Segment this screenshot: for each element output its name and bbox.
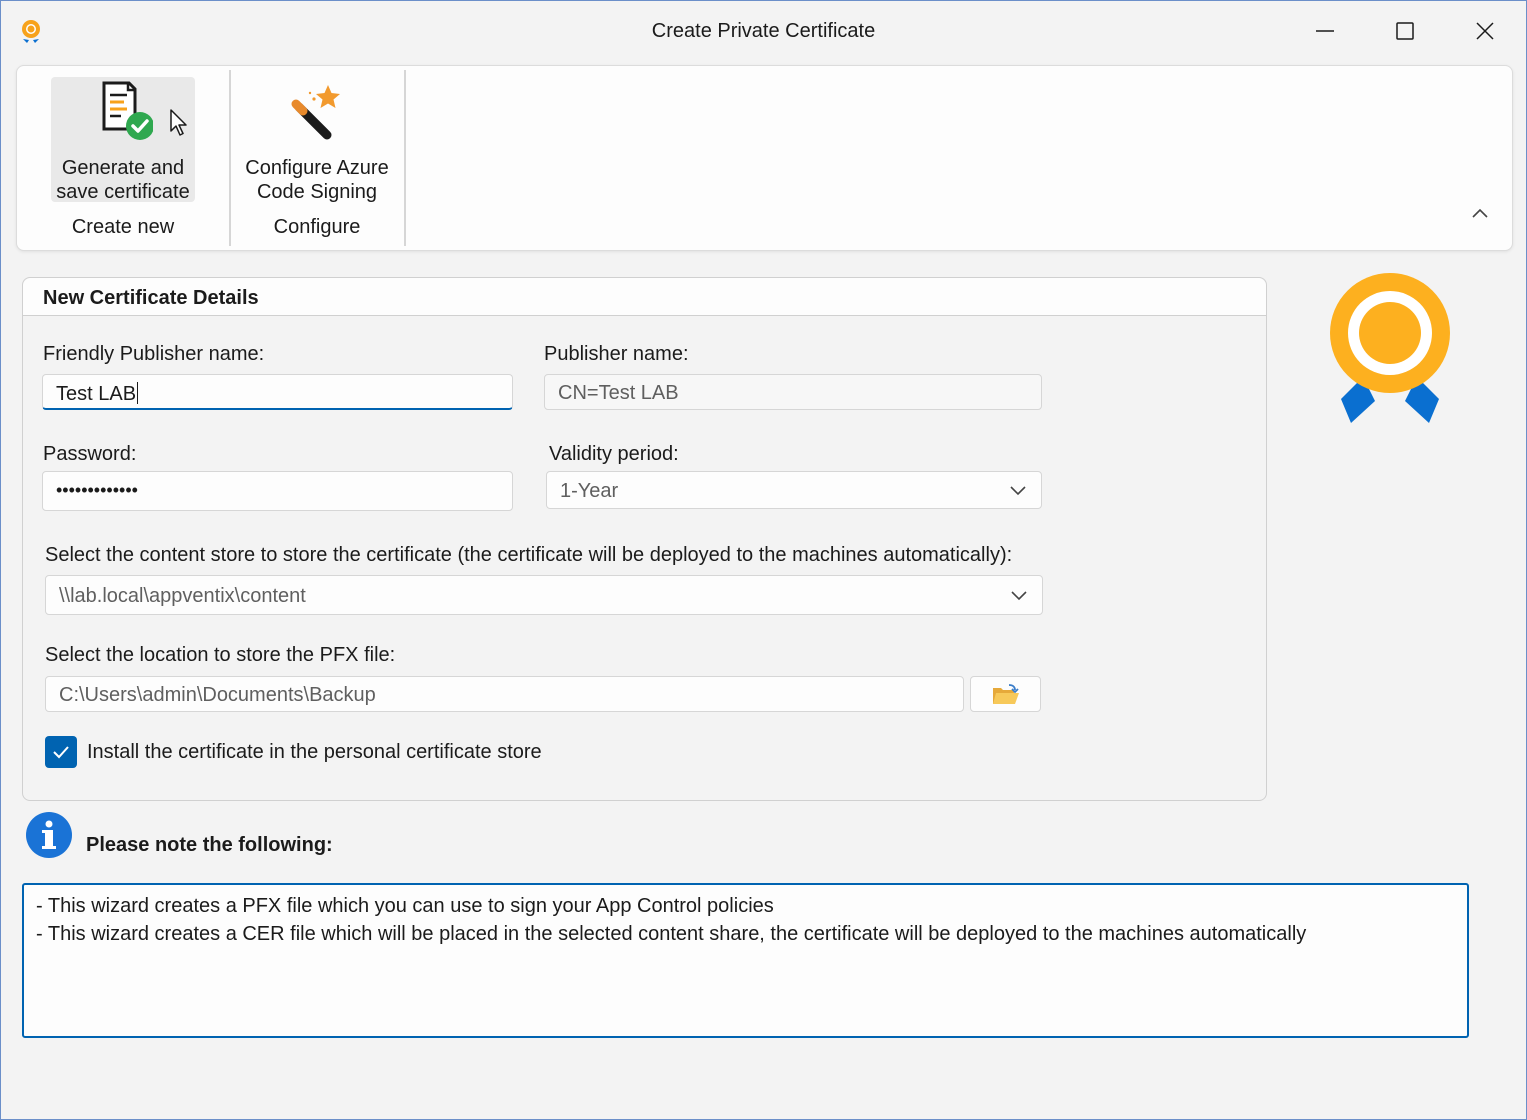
configure-azure-code-signing-button[interactable] <box>239 77 395 202</box>
chevron-down-icon <box>1009 481 1027 499</box>
chevron-up-icon[interactable] <box>1468 202 1492 226</box>
validity-period-dropdown[interactable] <box>546 471 1042 509</box>
group-title: New Certificate Details <box>43 287 259 309</box>
generate-save-certificate-button[interactable] <box>51 77 195 202</box>
notes-textbox[interactable] <box>22 883 1469 1038</box>
pfx-location-value: C:\Users\admin\Documents\Backup <box>59 684 376 706</box>
note-line: - This wizard creates a PFX file which you can use to sign your App Control policies <box>36 895 774 917</box>
pfx-location-input[interactable] <box>45 676 964 712</box>
publisher-name-label: Publisher name: <box>544 343 689 365</box>
ribbon-separator <box>229 70 231 246</box>
certificate-check-icon <box>93 81 153 141</box>
content-store-label: Select the content store to store the certificate (the certificate will be deployed to the machines automatically): <box>45 544 1013 566</box>
close-button[interactable] <box>1455 11 1515 51</box>
new-certificate-details-group <box>22 277 1267 801</box>
content-store-dropdown[interactable] <box>45 575 1043 615</box>
mouse-cursor-icon <box>169 108 191 138</box>
open-folder-icon <box>992 684 1020 706</box>
group-header <box>23 278 1266 316</box>
generate-save-certificate-label: Generate and save certificate <box>56 157 190 203</box>
group-label-configure: Configure <box>273 216 361 238</box>
ribbon <box>16 65 1513 251</box>
browse-folder-button[interactable] <box>970 676 1041 712</box>
password-label: Password: <box>43 443 137 465</box>
minimize-button[interactable] <box>1295 11 1355 51</box>
window-title: Create Private Certificate <box>651 20 876 42</box>
minimize-icon <box>1315 21 1335 41</box>
group-label-create-new: Create new <box>71 216 175 238</box>
note-line: - This wizard creates a CER file which will be placed in the selected content share, the certificate will be deployed to the machines automatically <box>36 923 1307 945</box>
publisher-name-input[interactable] <box>544 374 1042 410</box>
checkmark-icon <box>52 743 70 761</box>
close-icon <box>1475 21 1495 41</box>
pfx-location-label: Select the location to store the PFX file: <box>45 644 396 666</box>
info-title: Please note the following: <box>86 834 333 856</box>
chevron-down-icon <box>1010 586 1028 604</box>
maximize-icon <box>1395 21 1415 41</box>
password-input[interactable] <box>42 471 513 511</box>
ribbon-separator <box>404 70 406 246</box>
friendly-publisher-input[interactable] <box>42 374 513 410</box>
friendly-publisher-value: Test LAB <box>56 383 137 405</box>
certificate-badge-icon <box>1327 271 1453 425</box>
publisher-name-value: CN=Test LAB <box>558 382 679 404</box>
maximize-button[interactable] <box>1375 11 1435 51</box>
install-certificate-checkbox[interactable] <box>45 736 77 768</box>
validity-period-value: 1-Year <box>560 480 619 502</box>
magic-wand-star-icon <box>287 81 347 141</box>
text-caret <box>137 382 138 404</box>
validity-period-label: Validity period: <box>549 443 679 465</box>
content-store-value: \\lab.local\appventix\content <box>59 585 306 607</box>
install-certificate-label: Install the certificate in the personal certificate store <box>87 741 542 763</box>
friendly-publisher-label: Friendly Publisher name: <box>43 343 265 365</box>
password-value: ••••••••••••• <box>56 480 138 500</box>
info-icon <box>25 811 73 859</box>
title-bar <box>1 1 1526 63</box>
configure-azure-code-signing-label: Configure Azure Code Signing <box>245 157 389 203</box>
